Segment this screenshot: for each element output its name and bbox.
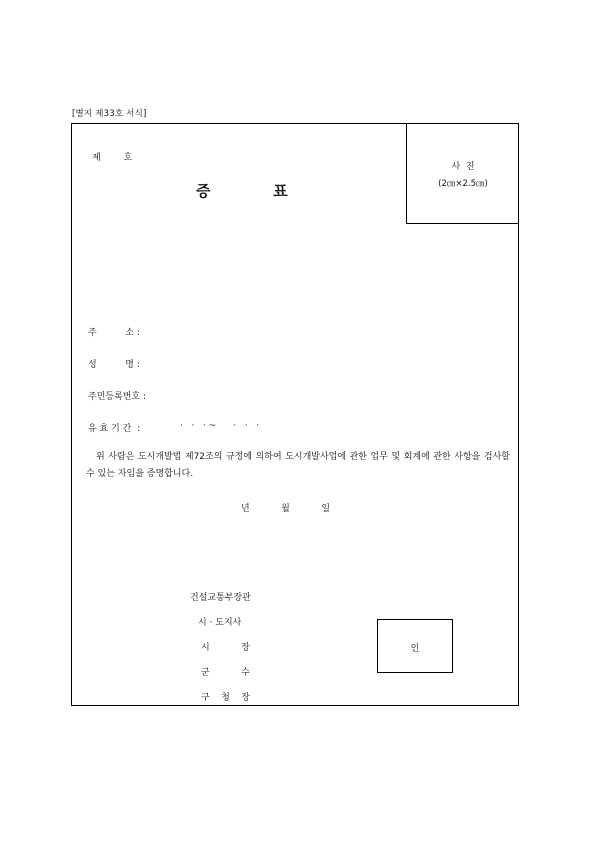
- issuer-governor: 시 · 도지사: [198, 618, 242, 628]
- issuer-county-head: 군 수: [201, 668, 250, 678]
- field-address: 주 소 :: [88, 328, 140, 338]
- certification-statement: 위 사람은 도시개발법 제72조의 규정에 의하여 도시개발사업에 관한 업무 및 회계에 관한 사항을 검사할 수 있는 자임을 증명합니다.: [86, 452, 510, 479]
- seal-box: [377, 619, 453, 673]
- issuer-district-head: 구 청 장: [201, 693, 250, 703]
- field-resident-number: 주민등록번호 :: [88, 392, 147, 402]
- document-title: 증 표: [196, 182, 288, 200]
- seal-label: 인: [410, 644, 420, 654]
- form-number-label: [별지 제33호 서식]: [72, 109, 147, 119]
- field-name: 성 명 :: [88, 360, 140, 370]
- issuer-minister: 건설교통부장관: [190, 593, 251, 603]
- issue-date-line: 년 월 일: [241, 504, 331, 514]
- certificate-number-line: 제 호: [92, 153, 133, 163]
- field-validity-period-value: · · · ~ · · ·: [180, 421, 260, 431]
- field-validity-period: 유 효 기 간 :: [88, 424, 141, 434]
- photo-label: 사 진: [451, 162, 475, 172]
- photo-size-label: (2㎝×2.5㎝): [438, 179, 488, 189]
- issuer-mayor: 시 장: [201, 643, 250, 653]
- photo-placeholder: [406, 123, 519, 224]
